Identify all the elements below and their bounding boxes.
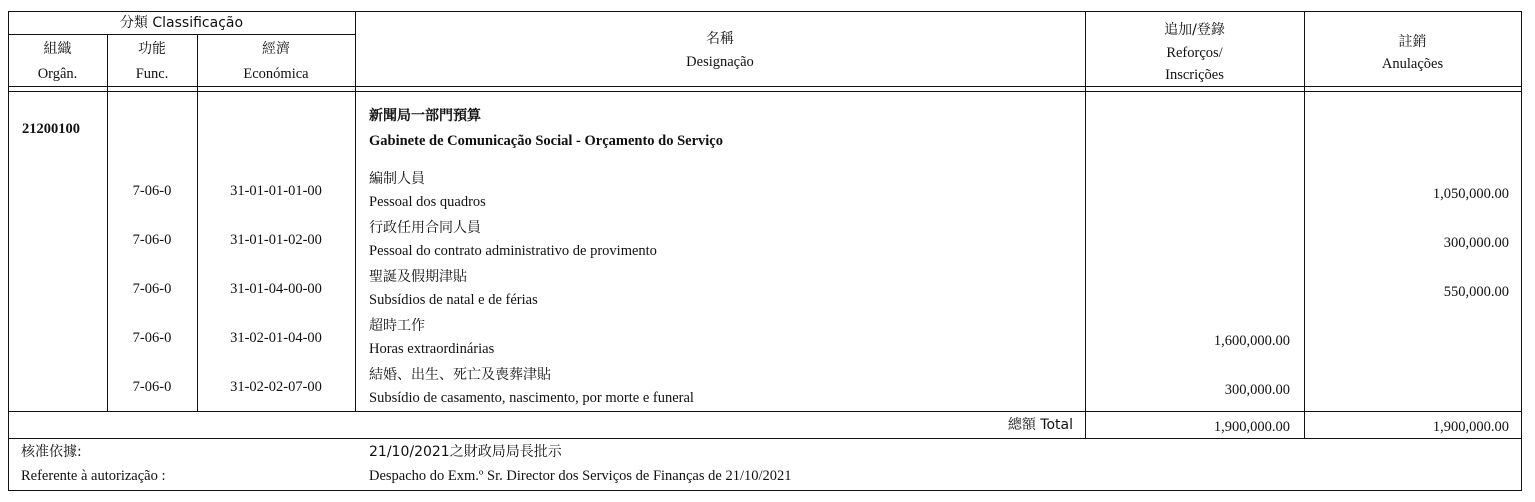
- row-econ: 31-01-01-02-00: [230, 232, 322, 248]
- header-rule-1: [8, 86, 1522, 87]
- header-organ-zh: 組織: [43, 41, 72, 57]
- table-border-left: [8, 11, 9, 491]
- header-econ-pt: Económica: [243, 66, 309, 82]
- header-func-zh: 功能: [138, 41, 166, 57]
- footer-label-pt: Referente à autorização :: [21, 468, 166, 484]
- header-reforco-zh: 追加/登錄: [1164, 22, 1225, 38]
- row-desig-pt: Horas extraordinárias: [369, 341, 495, 357]
- header-classification: 分類 Classificação: [119, 15, 244, 31]
- row-econ: 31-01-04-00-00: [230, 281, 322, 297]
- row-desig-pt: Subsídios de natal e de férias: [369, 292, 538, 308]
- row-reforco: 1,600,000.00: [1213, 333, 1290, 349]
- header-func-pt: Func.: [135, 66, 169, 82]
- table-border-bottom: [8, 490, 1522, 491]
- header-organ-pt: Orgân.: [37, 66, 78, 82]
- row-desig-pt: Subsídio de casamento, nascimento, por morte e funeral: [369, 390, 694, 406]
- row-desig-zh: 聖誕及假期津貼: [369, 269, 467, 285]
- row-desig-zh: 編制人員: [369, 171, 425, 187]
- row-anul: 300,000.00: [1443, 235, 1509, 251]
- total-label: 總額 Total: [1007, 417, 1073, 433]
- total-rule-top: [8, 411, 1522, 412]
- row-econ: 31-01-01-01-00: [230, 183, 322, 199]
- row-econ: 31-02-01-04-00: [230, 330, 322, 346]
- col-sep-reforco: [1304, 11, 1305, 439]
- footer-label-zh: 核准依據:: [21, 444, 82, 460]
- row-econ: 31-02-02-07-00: [230, 379, 322, 395]
- row-func: 7-06-0: [132, 281, 172, 297]
- col-sep-organ: [107, 34, 108, 412]
- table-border-right: [1521, 11, 1522, 491]
- total-rule-bottom: [8, 438, 1522, 439]
- org-code: 21200100: [22, 121, 80, 137]
- row-reforco: 300,000.00: [1224, 382, 1290, 398]
- header-rule-2: [8, 91, 1522, 92]
- row-desig-zh: 超時工作: [369, 318, 425, 334]
- row-func: 7-06-0: [132, 330, 172, 346]
- row-desig-pt: Pessoal do contrato administrativo de provimento: [369, 243, 657, 259]
- header-desig-zh: 名稱: [706, 31, 734, 47]
- header-reforco-pt2: Inscrições: [1165, 67, 1224, 83]
- org-name-pt: Gabinete de Comunicação Social - Orçamento do Serviço: [369, 133, 723, 149]
- row-func: 7-06-0: [132, 232, 172, 248]
- org-name-zh: 新聞局一部門預算: [369, 108, 481, 124]
- col-sep-func: [197, 34, 198, 412]
- classification-rule: [8, 34, 355, 35]
- row-desig-pt: Pessoal dos quadros: [369, 194, 486, 210]
- row-func: 7-06-0: [132, 183, 172, 199]
- row-desig-zh: 結婚、出生、死亡及喪葬津貼: [369, 367, 551, 383]
- footer-text-pt: Despacho do Exm.º Sr. Director dos Serviços de Finanças de 21/10/2021: [369, 468, 792, 484]
- header-reforco-pt1: Reforços/: [1166, 45, 1223, 61]
- header-anul-zh: 註銷: [1398, 34, 1427, 50]
- row-anul: 550,000.00: [1443, 284, 1509, 300]
- total-anul: 1,900,000.00: [1432, 419, 1509, 435]
- row-anul: 1,050,000.00: [1432, 186, 1509, 202]
- table-border-top: [8, 11, 1522, 12]
- row-desig-zh: 行政任用合同人員: [369, 220, 481, 236]
- row-func: 7-06-0: [132, 379, 172, 395]
- header-econ-zh: 經濟: [262, 41, 290, 57]
- total-reforco: 1,900,000.00: [1213, 419, 1290, 435]
- header-desig-pt: Designação: [686, 54, 754, 70]
- col-sep-econ: [355, 11, 356, 412]
- footer-text-zh: 21/10/2021之財政局局長批示: [369, 444, 562, 460]
- header-anul-pt: Anulações: [1381, 56, 1444, 72]
